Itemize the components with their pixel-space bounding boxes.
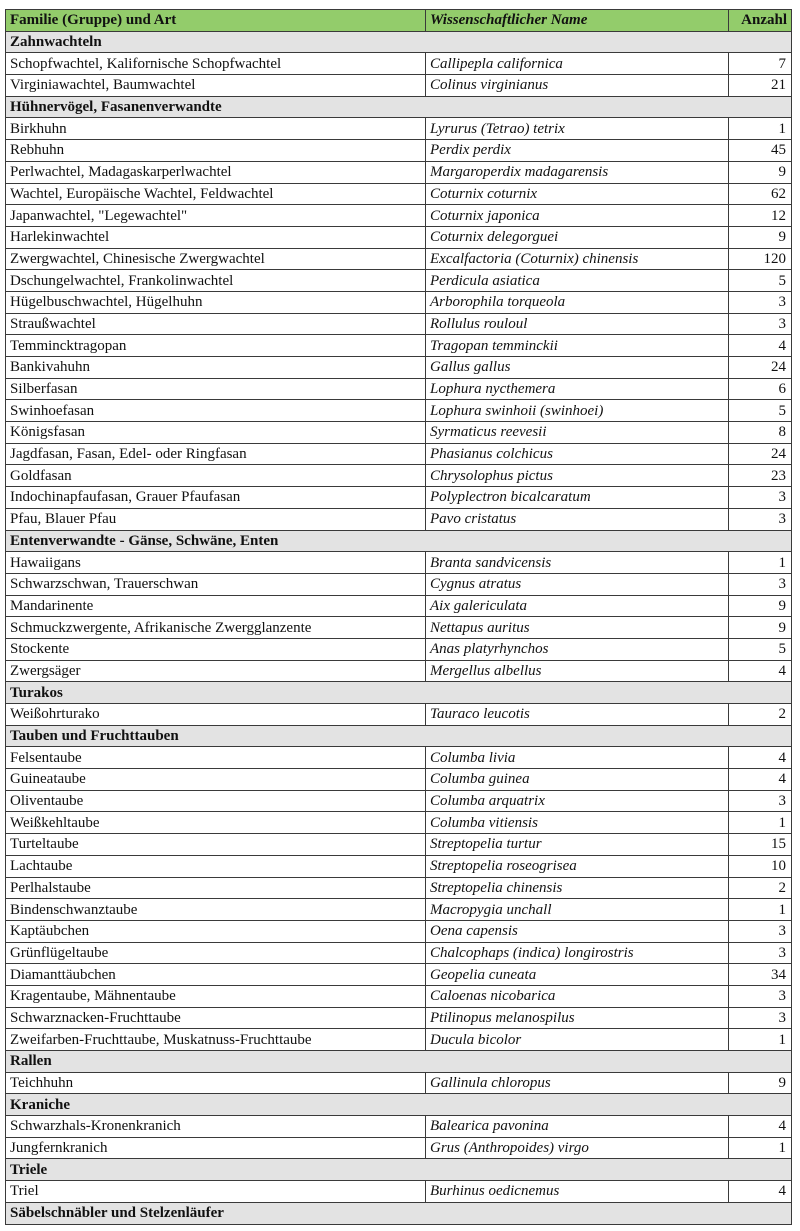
table-row <box>6 552 792 574</box>
scientific-name-cell: Columba livia <box>426 747 729 769</box>
count-cell: 8 <box>729 422 792 444</box>
scientific-name-cell: Coturnix japonica <box>426 205 729 227</box>
scientific-name-cell: Perdix perdix <box>426 140 729 162</box>
table-row <box>6 75 792 97</box>
species-name-cell: Weißkehltaube <box>6 812 426 834</box>
count-cell: 1 <box>729 899 792 921</box>
count-cell: 3 <box>729 1007 792 1029</box>
count-cell: 9 <box>729 595 792 617</box>
count-cell: 5 <box>729 400 792 422</box>
count-cell: 3 <box>729 291 792 313</box>
count-cell: 10 <box>729 855 792 877</box>
count-cell: 4 <box>729 1181 792 1203</box>
table-body <box>6 31 792 1224</box>
table-row <box>6 790 792 812</box>
table-row <box>6 205 792 227</box>
species-name-cell: Straußwachtel <box>6 313 426 335</box>
scientific-name-cell: Ducula bicolor <box>426 1029 729 1051</box>
count-cell: 12 <box>729 205 792 227</box>
table-row <box>6 183 792 205</box>
table-row <box>6 465 792 487</box>
table-row <box>6 877 792 899</box>
table-row <box>6 357 792 379</box>
scientific-name-cell: Tragopan temminckii <box>426 335 729 357</box>
species-name-cell: Swinhoefasan <box>6 400 426 422</box>
table-row <box>6 834 792 856</box>
table-row <box>6 638 792 660</box>
count-cell: 7 <box>729 53 792 75</box>
count-cell: 15 <box>729 834 792 856</box>
scientific-name-cell: Oena capensis <box>426 920 729 942</box>
scientific-name-cell: Chrysolophus pictus <box>426 465 729 487</box>
header-anzahl: Anzahl <box>729 10 792 32</box>
group-row <box>6 725 792 747</box>
count-cell: 62 <box>729 183 792 205</box>
count-cell: 34 <box>729 964 792 986</box>
count-cell: 3 <box>729 487 792 509</box>
table-row <box>6 487 792 509</box>
table-row <box>6 769 792 791</box>
scientific-name-cell: Excalfactoria (Coturnix) chinensis <box>426 248 729 270</box>
scientific-name-cell: Gallinula chloropus <box>426 1072 729 1094</box>
count-cell: 3 <box>729 942 792 964</box>
count-cell: 1 <box>729 552 792 574</box>
scientific-name-cell: Grus (Anthropoides) virgo <box>426 1137 729 1159</box>
count-cell: 23 <box>729 465 792 487</box>
table-row <box>6 1116 792 1138</box>
table-row <box>6 942 792 964</box>
count-cell: 24 <box>729 443 792 465</box>
species-name-cell: Bankivahuhn <box>6 357 426 379</box>
table-row <box>6 248 792 270</box>
species-name-cell: Japanwachtel, "Legewachtel" <box>6 205 426 227</box>
table-row <box>6 1137 792 1159</box>
scientific-name-cell: Streptopelia turtur <box>426 834 729 856</box>
scientific-name-cell: Callipepla californica <box>426 53 729 75</box>
table-row <box>6 313 792 335</box>
scientific-name-cell: Columba guinea <box>426 769 729 791</box>
count-cell: 9 <box>729 226 792 248</box>
scientific-name-cell: Syrmaticus reevesii <box>426 422 729 444</box>
group-row <box>6 1051 792 1073</box>
table-row <box>6 573 792 595</box>
table-row <box>6 270 792 292</box>
count-cell: 3 <box>729 790 792 812</box>
group-title: Zahnwachteln <box>6 31 792 53</box>
group-title: Rallen <box>6 1051 792 1073</box>
count-cell: 1 <box>729 812 792 834</box>
table-row <box>6 226 792 248</box>
species-name-cell: Königsfasan <box>6 422 426 444</box>
group-title: Triele <box>6 1159 792 1181</box>
table-row <box>6 920 792 942</box>
count-cell: 1 <box>729 1137 792 1159</box>
count-cell: 3 <box>729 508 792 530</box>
table-row <box>6 704 792 726</box>
species-name-cell: Weißohrturako <box>6 704 426 726</box>
species-name-cell: Teichhuhn <box>6 1072 426 1094</box>
species-table <box>5 9 792 1225</box>
count-cell: 4 <box>729 769 792 791</box>
count-cell: 21 <box>729 75 792 97</box>
count-cell: 4 <box>729 335 792 357</box>
group-title: Hühnervögel, Fasanenverwandte <box>6 96 792 118</box>
count-cell: 5 <box>729 638 792 660</box>
scientific-name-cell: Macropygia unchall <box>426 899 729 921</box>
scientific-name-cell: Nettapus auritus <box>426 617 729 639</box>
table-row <box>6 140 792 162</box>
species-name-cell: Mandarinente <box>6 595 426 617</box>
scientific-name-cell: Chalcophaps (indica) longirostris <box>426 942 729 964</box>
scientific-name-cell: Streptopelia chinensis <box>426 877 729 899</box>
species-name-cell: Silberfasan <box>6 378 426 400</box>
table-row <box>6 985 792 1007</box>
species-name-cell: Kaptäubchen <box>6 920 426 942</box>
species-name-cell: Stockente <box>6 638 426 660</box>
species-name-cell: Pfau, Blauer Pfau <box>6 508 426 530</box>
group-row <box>6 1094 792 1116</box>
scientific-name-cell: Lyrurus (Tetrao) tetrix <box>426 118 729 140</box>
table-row <box>6 660 792 682</box>
scientific-name-cell: Caloenas nicobarica <box>426 985 729 1007</box>
table-row <box>6 422 792 444</box>
group-title: Kraniche <box>6 1094 792 1116</box>
count-cell: 4 <box>729 1116 792 1138</box>
scientific-name-cell: Gallus gallus <box>426 357 729 379</box>
species-name-cell: Virginiawachtel, Baumwachtel <box>6 75 426 97</box>
species-name-cell: Diamanttäubchen <box>6 964 426 986</box>
table-header-row <box>6 10 792 32</box>
count-cell: 120 <box>729 248 792 270</box>
species-name-cell: Lachtaube <box>6 855 426 877</box>
group-row <box>6 682 792 704</box>
table-row <box>6 1029 792 1051</box>
species-name-cell: Felsentaube <box>6 747 426 769</box>
species-name-cell: Triel <box>6 1181 426 1203</box>
scientific-name-cell: Margaroperdix madagarensis <box>426 161 729 183</box>
table-row <box>6 964 792 986</box>
species-name-cell: Guineataube <box>6 769 426 791</box>
table-row <box>6 899 792 921</box>
scientific-name-cell: Arborophila torqueola <box>426 291 729 313</box>
scientific-name-cell: Aix galericulata <box>426 595 729 617</box>
scientific-name-cell: Coturnix coturnix <box>426 183 729 205</box>
species-name-cell: Schwarzhals-Kronenkranich <box>6 1116 426 1138</box>
count-cell: 6 <box>729 378 792 400</box>
species-name-cell: Zwergwachtel, Chinesische Zwergwachtel <box>6 248 426 270</box>
group-row <box>6 1159 792 1181</box>
species-name-cell: Hawaiigans <box>6 552 426 574</box>
species-name-cell: Temmincktragopan <box>6 335 426 357</box>
header-art: Familie (Gruppe) und Art <box>6 10 426 32</box>
group-row <box>6 1202 792 1224</box>
table-row <box>6 291 792 313</box>
count-cell: 3 <box>729 573 792 595</box>
count-cell: 3 <box>729 313 792 335</box>
species-name-cell: Schwarznacken-Fruchttaube <box>6 1007 426 1029</box>
group-title: Entenverwandte - Gänse, Schwäne, Enten <box>6 530 792 552</box>
count-cell: 24 <box>729 357 792 379</box>
scientific-name-cell: Pavo cristatus <box>426 508 729 530</box>
table-row <box>6 378 792 400</box>
count-cell: 2 <box>729 704 792 726</box>
table-row <box>6 812 792 834</box>
scientific-name-cell: Lophura swinhoii (swinhoei) <box>426 400 729 422</box>
scientific-name-cell: Colinus virginianus <box>426 75 729 97</box>
count-cell: 9 <box>729 617 792 639</box>
scientific-name-cell: Phasianus colchicus <box>426 443 729 465</box>
table-row <box>6 1181 792 1203</box>
species-name-cell: Birkhuhn <box>6 118 426 140</box>
species-name-cell: Bindenschwanztaube <box>6 899 426 921</box>
count-cell: 3 <box>729 985 792 1007</box>
table-row <box>6 595 792 617</box>
species-name-cell: Zweifarben-Fruchttaube, Muskatnuss-Fruchttaube <box>6 1029 426 1051</box>
group-title: Turakos <box>6 682 792 704</box>
scientific-name-cell: Ptilinopus melanospilus <box>426 1007 729 1029</box>
table-row <box>6 747 792 769</box>
species-name-cell: Schwarzschwan, Trauerschwan <box>6 573 426 595</box>
scientific-name-cell: Polyplectron bicalcaratum <box>426 487 729 509</box>
table-row <box>6 1072 792 1094</box>
species-name-cell: Harlekinwachtel <box>6 226 426 248</box>
group-title: Säbelschnäbler und Stelzenläufer <box>6 1202 792 1224</box>
scientific-name-cell: Lophura nycthemera <box>426 378 729 400</box>
species-name-cell: Perlwachtel, Madagaskarperlwachtel <box>6 161 426 183</box>
species-name-cell: Zwergsäger <box>6 660 426 682</box>
species-name-cell: Schmuckzwergente, Afrikanische Zwergglanzente <box>6 617 426 639</box>
table-row <box>6 335 792 357</box>
count-cell: 45 <box>729 140 792 162</box>
species-name-cell: Dschungelwachtel, Frankolinwachtel <box>6 270 426 292</box>
species-name-cell: Perlhalstaube <box>6 877 426 899</box>
group-row <box>6 530 792 552</box>
table-row <box>6 443 792 465</box>
species-name-cell: Schopfwachtel, Kalifornische Schopfwachtel <box>6 53 426 75</box>
scientific-name-cell: Columba arquatrix <box>426 790 729 812</box>
count-cell: 9 <box>729 161 792 183</box>
species-name-cell: Wachtel, Europäische Wachtel, Feldwachtel <box>6 183 426 205</box>
table-row <box>6 118 792 140</box>
species-name-cell: Indochinapfaufasan, Grauer Pfaufasan <box>6 487 426 509</box>
count-cell: 3 <box>729 920 792 942</box>
species-name-cell: Grünflügeltaube <box>6 942 426 964</box>
scientific-name-cell: Burhinus oedicnemus <box>426 1181 729 1203</box>
count-cell: 5 <box>729 270 792 292</box>
scientific-name-cell: Cygnus atratus <box>426 573 729 595</box>
count-cell: 1 <box>729 1029 792 1051</box>
header-wissenschaftlicher-name: Wissenschaftlicher Name <box>426 10 729 32</box>
table-row <box>6 1007 792 1029</box>
table-row <box>6 53 792 75</box>
group-row <box>6 31 792 53</box>
species-name-cell: Turteltaube <box>6 834 426 856</box>
table-row <box>6 400 792 422</box>
count-cell: 4 <box>729 660 792 682</box>
scientific-name-cell: Streptopelia roseogrisea <box>426 855 729 877</box>
table-row <box>6 855 792 877</box>
count-cell: 1 <box>729 118 792 140</box>
scientific-name-cell: Balearica pavonina <box>426 1116 729 1138</box>
species-name-cell: Kragentaube, Mähnentaube <box>6 985 426 1007</box>
species-name-cell: Goldfasan <box>6 465 426 487</box>
scientific-name-cell: Geopelia cuneata <box>426 964 729 986</box>
table-row <box>6 161 792 183</box>
scientific-name-cell: Branta sandvicensis <box>426 552 729 574</box>
scientific-name-cell: Perdicula asiatica <box>426 270 729 292</box>
table-row <box>6 508 792 530</box>
table-row <box>6 617 792 639</box>
count-cell: 2 <box>729 877 792 899</box>
count-cell: 4 <box>729 747 792 769</box>
scientific-name-cell: Columba vitiensis <box>426 812 729 834</box>
scientific-name-cell: Coturnix delegorguei <box>426 226 729 248</box>
scientific-name-cell: Mergellus albellus <box>426 660 729 682</box>
group-row <box>6 96 792 118</box>
species-name-cell: Oliventaube <box>6 790 426 812</box>
count-cell: 9 <box>729 1072 792 1094</box>
species-name-cell: Rebhuhn <box>6 140 426 162</box>
scientific-name-cell: Rollulus rouloul <box>426 313 729 335</box>
species-name-cell: Jungfernkranich <box>6 1137 426 1159</box>
species-name-cell: Hügelbuschwachtel, Hügelhuhn <box>6 291 426 313</box>
scientific-name-cell: Anas platyrhynchos <box>426 638 729 660</box>
species-name-cell: Jagdfasan, Fasan, Edel- oder Ringfasan <box>6 443 426 465</box>
scientific-name-cell: Tauraco leucotis <box>426 704 729 726</box>
group-title: Tauben und Fruchttauben <box>6 725 792 747</box>
